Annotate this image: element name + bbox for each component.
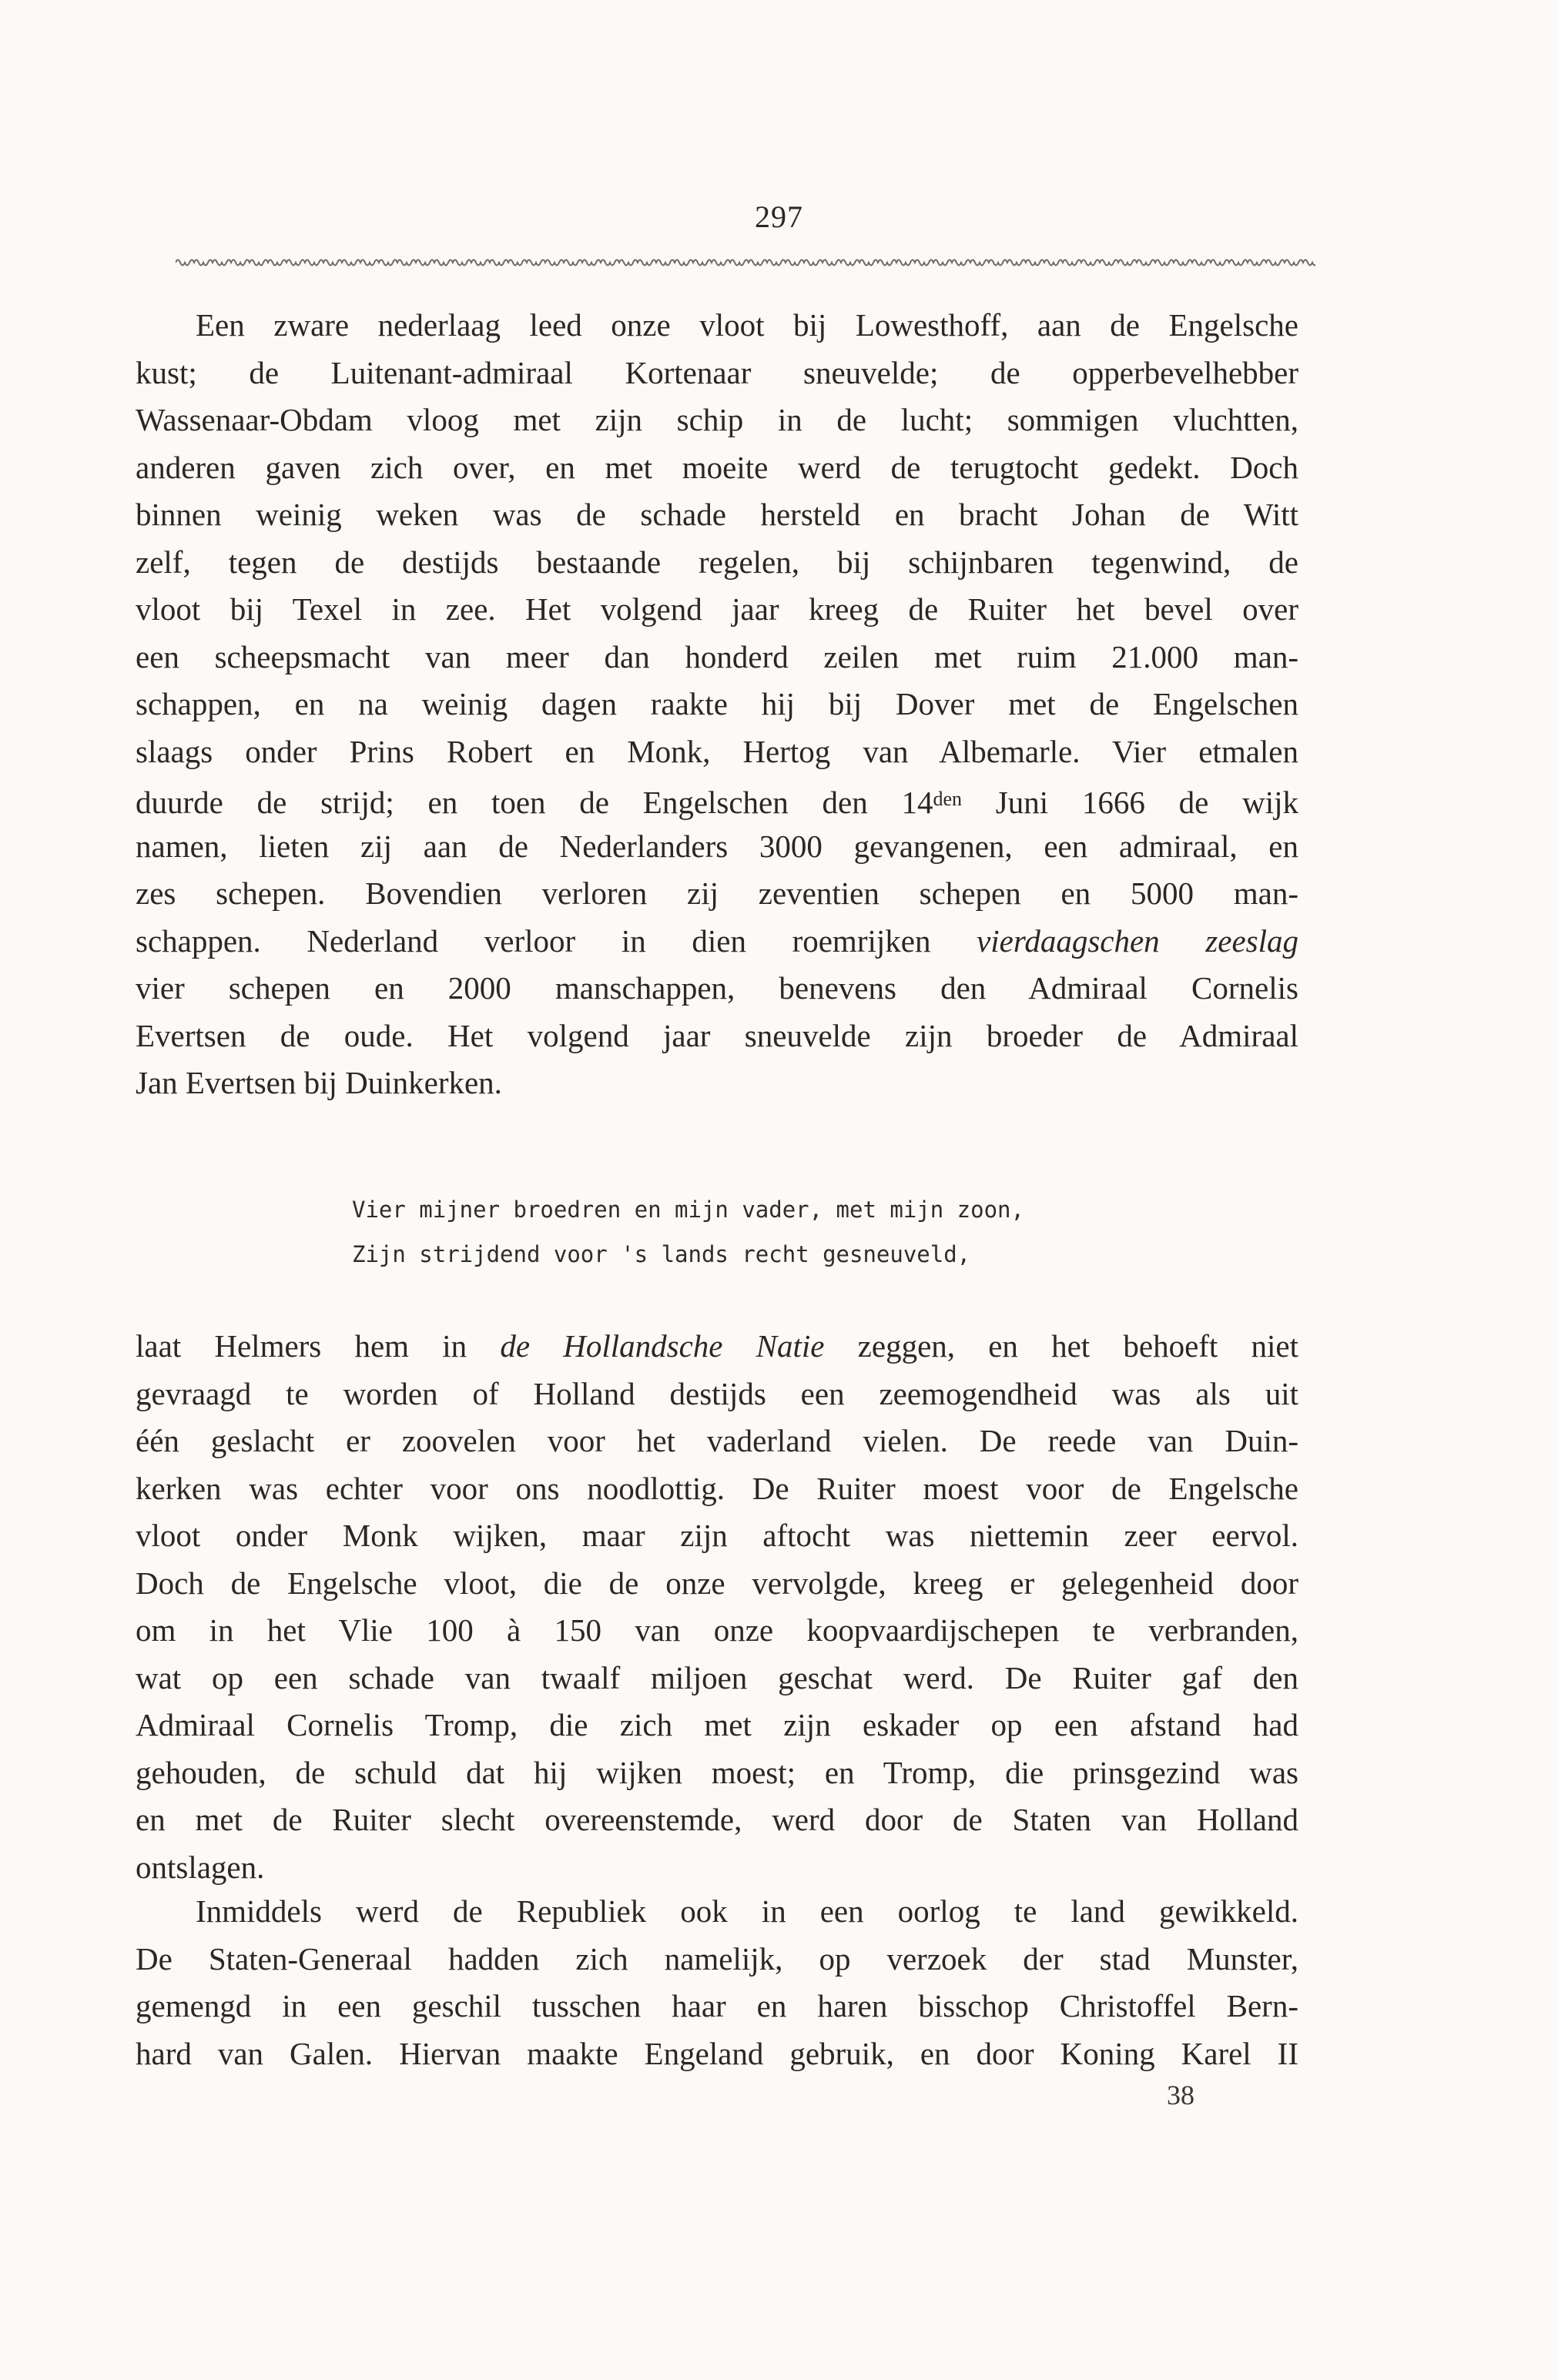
text-line: om in het Vlie 100 à 150 van onze koopvaardijschepen te verbranden, bbox=[136, 1612, 1298, 1648]
paragraph-3 bbox=[136, 1888, 1298, 2077]
paragraph-1 bbox=[136, 302, 1298, 1107]
text-line: kerken was echter voor ons noodlottig. De Ruiter moest voor de Engelsche bbox=[136, 1470, 1298, 1506]
text-line: zes schepen. Bovendien verloren zij zeventien schepen en 5000 man- bbox=[136, 875, 1298, 911]
text-segment: laat Helmers hem in bbox=[136, 1328, 501, 1364]
text-line: vier schepen en 2000 manschappen, benevens den Admiraal Cornelis bbox=[136, 970, 1298, 1006]
text-line: Wassenaar-Obdam vloog met zijn schip in de lucht; sommigen vluchtten, bbox=[136, 402, 1298, 437]
text-line: binnen weinig weken was de schade hersteld en bracht Johan de Witt bbox=[136, 497, 1298, 532]
poem-line: Vier mijner broedren en mijn vader, met mijn zoon, bbox=[352, 1197, 1024, 1223]
text-line: Een zware nederlaag leed onze vloot bij Lowesthoff, aan de Engelsche bbox=[196, 307, 1298, 343]
text-line: vloot onder Monk wijken, maar zijn aftocht was niettemin zeer eervol. bbox=[136, 1518, 1298, 1553]
text-line: Evertsen de oude. Het volgend jaar sneuvelde zijn broeder de Admiraal bbox=[136, 1017, 1298, 1053]
page-number: 297 bbox=[755, 199, 803, 234]
text-line: een scheepsmacht van meer dan honderd zeilen met ruim 21.000 man- bbox=[136, 638, 1298, 675]
text-line: vloot bij Texel in zee. Het volgend jaar kreeg de Ruiter het bevel over bbox=[136, 591, 1298, 627]
text-line: zelf, tegen de destijds bestaande regelen, bij schijnbaren tegenwind, de bbox=[136, 544, 1298, 580]
text-line: Admiraal Cornelis Tromp, die zich met zijn eskader op een afstand had bbox=[136, 1707, 1298, 1742]
poem-line: Zijn strijdend voor 's lands recht gesneuveld, bbox=[352, 1241, 971, 1267]
text-line: slaags onder Prins Robert en Monk, Hertog van Albemarle. Vier etmalen bbox=[136, 733, 1298, 769]
superscript-den: den bbox=[933, 788, 963, 810]
text-segment: schappen. Nederland verloor in dien roemrijken bbox=[136, 922, 977, 959]
text-line: anderen gaven zich over, en met moeite werd de terugtocht gedekt. Doch bbox=[136, 449, 1298, 485]
text-line bbox=[136, 918, 1298, 966]
text-segment: duurde de strijd; en toen de Engelschen den 14 bbox=[136, 785, 933, 820]
wavy-rule-ornament bbox=[176, 254, 1315, 271]
text-segment: Juni 1666 de wijk bbox=[962, 785, 1299, 820]
text-line bbox=[136, 1323, 1298, 1371]
text-line bbox=[136, 775, 1298, 823]
text-line: Inmiddels werd de Republiek ook in een oorlog te land gewikkeld. bbox=[196, 1893, 1298, 1929]
text-line: gevraagd te worden of Holland destijds een zeemogendheid was als uit bbox=[136, 1375, 1298, 1411]
paragraph-2 bbox=[136, 1323, 1298, 1891]
text-segment: zeggen, en het behoeft niet bbox=[824, 1328, 1298, 1364]
text-line: hard van Galen. Hiervan maakte Engeland gebruik, en door Koning Karel II bbox=[136, 2035, 1298, 2071]
text-line: één geslacht er zoovelen voor het vaderland vielen. De reede van Duin- bbox=[136, 1423, 1298, 1458]
text-line: wat op een schade van twaalf miljoen geschat werd. De Ruiter gaf den bbox=[136, 1659, 1298, 1695]
italic-phrase: vierdaagschen zeeslag bbox=[977, 922, 1298, 959]
signature-mark: 38 bbox=[1167, 2080, 1194, 2111]
italic-title: de Hollandsche Natie bbox=[500, 1328, 825, 1364]
text-line: en met de Ruiter slecht overeenstemde, werd door de Staten van Holland bbox=[136, 1802, 1298, 1837]
text-line: Doch de Engelsche vloot, die de onze vervolgde, kreeg er gelegenheid door bbox=[136, 1565, 1298, 1601]
text-line: gemengd in een geschil tusschen haar en haren bisschop Christoffel Bern- bbox=[136, 1988, 1298, 2024]
text-line: Jan Evertsen bij Duinkerken. bbox=[136, 1065, 502, 1100]
text-line: gehouden, de schuld dat hij wijken moest; en Tromp, die prinsgezind was bbox=[136, 1754, 1298, 1790]
text-line: ontslagen. bbox=[136, 1849, 265, 1885]
poem-quotation bbox=[0, 1187, 1558, 1277]
text-line: schappen, en na weinig dagen raakte hij bij Dover met de Engelschen bbox=[136, 686, 1298, 721]
text-line: namen, lieten zij aan de Nederlanders 3000 gevangenen, een admiraal, en bbox=[136, 828, 1298, 864]
text-line: De Staten-Generaal hadden zich namelijk, op verzoek der stad Munster, bbox=[136, 1940, 1298, 1977]
text-line: kust; de Luitenant-admiraal Kortenaar sneuvelde; de opperbevelhebber bbox=[136, 354, 1298, 390]
